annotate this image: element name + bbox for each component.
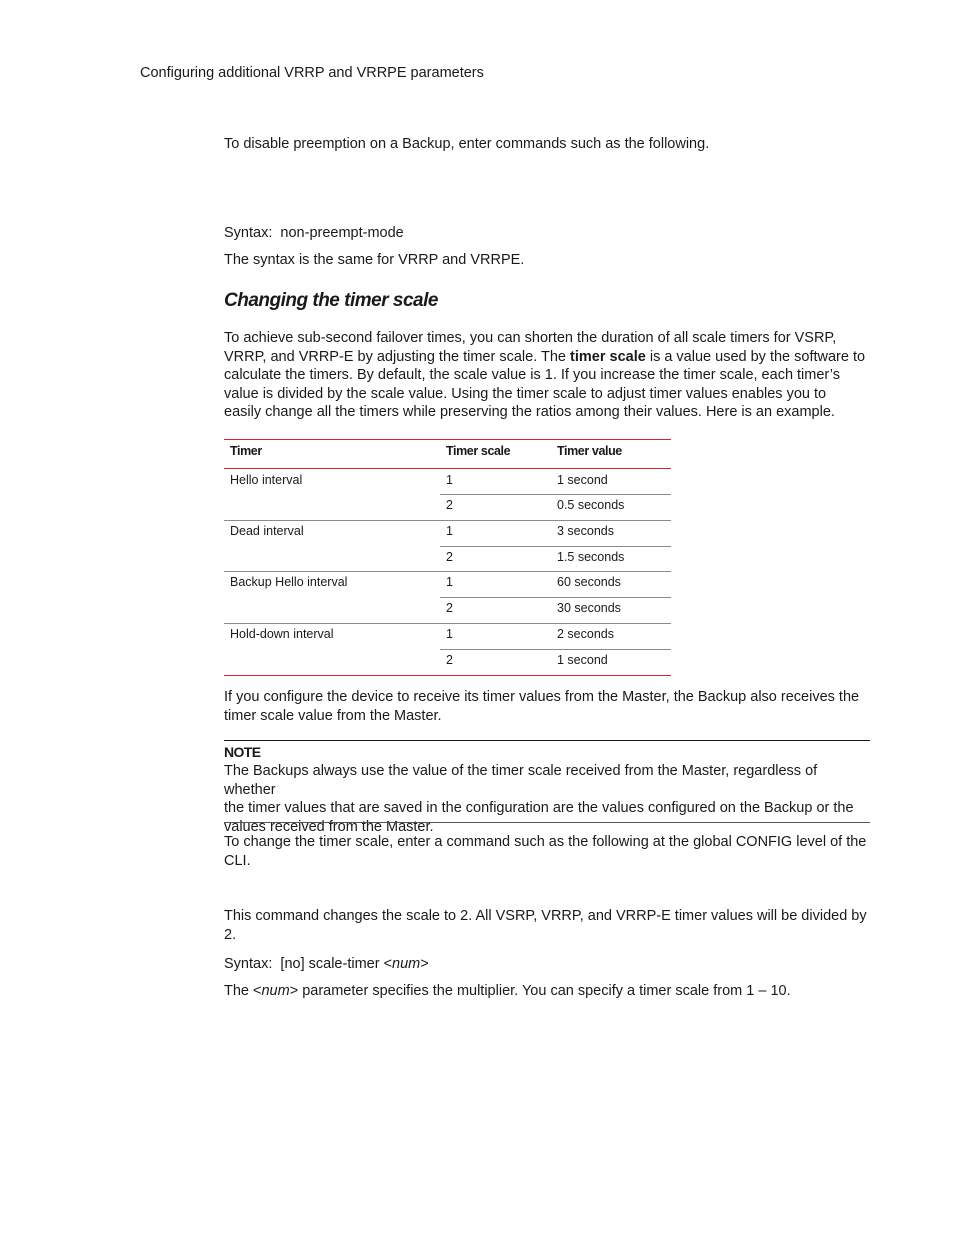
table-header-rule [224,468,671,469]
table-group-rule [224,571,671,572]
syntax-command: scale-timer [308,956,380,972]
table-row-rule [440,494,671,495]
table-cell-value: 1 second [557,473,608,487]
syntax-line-scale-timer: Syntax: [no] scale-timer <num> [224,956,429,972]
paragraph-line: CLI. [224,852,251,869]
note-line: The Backups always use the value of the timer scale received from the Master, regardless of whether [224,763,818,798]
param-name: num [261,983,290,999]
paragraph-line: If you configure the device to receive its timer values from the Master, the Backup also receives the [224,689,860,705]
table-header-value: Timer value [557,444,622,458]
table-bottom-rule [224,675,671,676]
syntax-command: non-preempt-mode [280,225,404,241]
paragraph-line: To change the timer scale, enter a command such as the following at the global CONFIG level of the [224,834,867,850]
table-cell-value: 60 seconds [557,575,621,589]
table-cell-value: 1 second [557,653,608,667]
note-label: NOTE [224,744,261,760]
section-body [224,329,870,422]
table-row-rule [440,597,671,598]
result-paragraph [224,907,870,944]
table-cell-value: 1.5 seconds [557,550,625,564]
paragraph-line: 2. [224,926,237,943]
paragraph-line: timer scale value from the Master. [224,707,442,724]
table-cell-value: 30 seconds [557,601,621,615]
section-body-line: value is divided by the scale value. Using the timer scale to adjust timer values enables you to [224,385,827,402]
section-title: Changing the timer scale [224,290,438,311]
table-cell-value: 2 seconds [557,627,614,641]
running-header: Configuring additional VRRP and VRRPE parameters [140,65,484,81]
table-cell-value: 3 seconds [557,524,614,538]
table-cell-timer: Backup Hello interval [230,575,348,589]
table-group-rule [224,520,671,521]
table-group-rule [224,623,671,624]
section-body-line: VRRP, and VRRP-E by adjusting the timer scale. The timer scale is a value used by the software to [224,348,866,365]
table-cell-timer: Hold-down interval [230,627,334,641]
table-cell-scale: 1 [446,575,453,589]
table-header-timer: Timer [230,444,262,458]
table-cell-scale: 2 [446,498,453,512]
section-body-line: To achieve sub-second failover times, you can shorten the duration of all scale timers for VSRP, [224,330,837,346]
section-body-line: easily change all the timers while preserving the ratios among their values. Here is an example. [224,404,835,421]
syntax-optional-no: [no] [280,956,305,972]
section-body-line: calculate the timers. By default, the scale value is 1. If you increase the timer scale, each timer’s [224,367,841,384]
table-cell-scale: 1 [446,524,453,538]
table-cell-scale: 2 [446,601,453,615]
table-top-rule [224,439,671,440]
change-scale-paragraph [224,833,870,870]
table-row-rule [440,546,671,547]
intro-paragraph: To disable preemption on a Backup, enter commands such as the following. [224,136,710,152]
table-row-rule [440,649,671,650]
table-cell-scale: 1 [446,627,453,641]
table-cell-timer: Hello interval [230,473,303,487]
table-cell-timer: Dead interval [230,524,304,538]
syntax-label: Syntax: [224,956,273,972]
timer-table [224,439,671,679]
note-line: the timer values that are saved in the configuration are the values configured on the Backup or the [224,800,854,817]
table-header-scale: Timer scale [446,444,511,458]
timer-scale-term: timer scale [570,348,646,365]
table-cell-scale: 2 [446,653,453,667]
table-cell-scale: 2 [446,550,453,564]
param-description: The <num> parameter specifies the multiplier. You can specify a timer scale from 1 – 10. [224,983,791,999]
table-cell-value: 0.5 seconds [557,498,625,512]
table-cell-scale: 1 [446,473,453,487]
note-body [224,762,870,836]
syntax-label: Syntax: [224,225,273,241]
syntax-param: num [392,956,421,972]
paragraph-line: This command changes the scale to 2. All VSRP, VRRP, and VRRP-E timer values will be divided by [224,908,867,924]
note-top-rule [224,740,870,741]
note-bottom-rule [224,822,870,823]
note-line: values received from the Master. [224,818,434,835]
syntax-line-non-preempt [224,224,870,243]
after-table-paragraph [224,688,870,725]
syntax-note: The syntax is the same for VRRP and VRRPE. [224,252,525,268]
